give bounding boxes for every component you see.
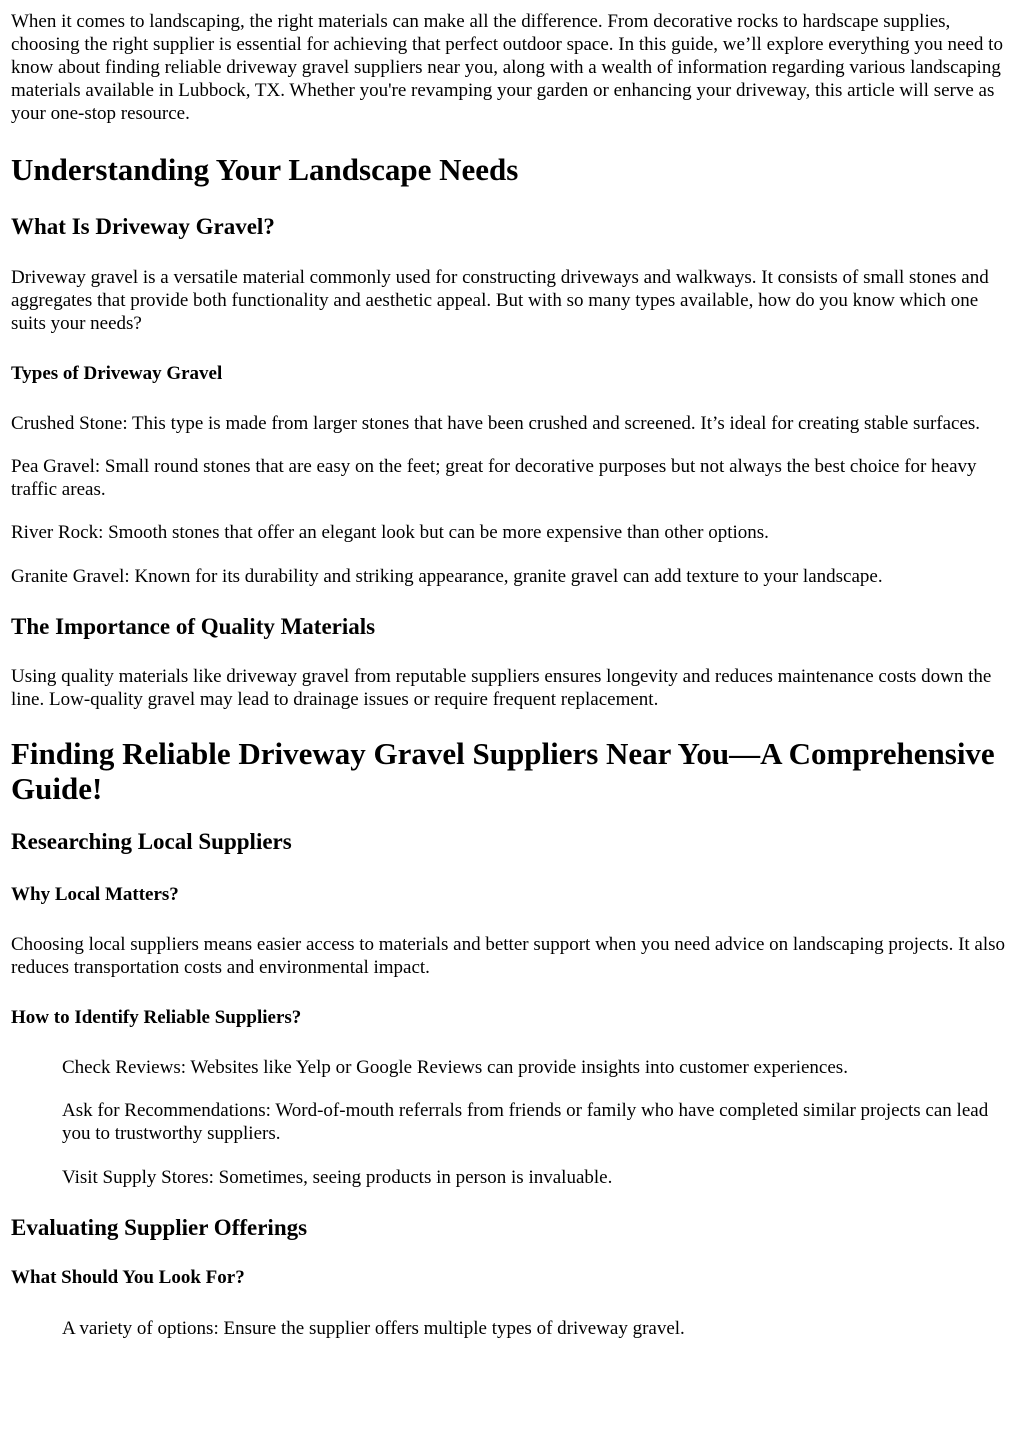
heading-what-is-driveway-gravel: What Is Driveway Gravel?	[11, 214, 275, 239]
gravel-type-river-rock: River Rock: Smooth stones that offer an elegant look but can be more expensive than other options.	[11, 522, 769, 543]
heading-researching-local-suppliers: Researching Local Suppliers	[11, 829, 292, 854]
identify-item-check-reviews: Check Reviews: Websites like Yelp or Google Reviews can provide insights into customer experiences.	[62, 1057, 848, 1078]
heading-what-to-look-for: What Should You Look For?	[11, 1267, 245, 1288]
heading-why-local-matters: Why Local Matters?	[11, 884, 179, 905]
heading-evaluating-supplier-offerings: Evaluating Supplier Offerings	[11, 1215, 308, 1240]
intro-paragraph: When it comes to landscaping, the right materials can make all the difference. From decorative rocks to hardscape supplies, choosing the right supplier is essential for achieving that perfect outdoor space. In this guide, we’ll explore everything you need to know about finding reliable driveway gravel suppliers near you, along with a wealth of information regarding various landscaping materials available in Lubbock, TX. Whether you're revamping your garden or enhancing your driveway, this article will serve as your one-stop resource.	[11, 11, 1003, 124]
heading-landscape-needs: Understanding Your Landscape Needs	[11, 152, 519, 187]
gravel-type-crushed-stone: Crushed Stone: This type is made from larger stones that have been crushed and screened. It’s ideal for creating stable surfaces.	[11, 413, 981, 434]
heading-finding-reliable-suppliers: Finding Reliable Driveway Gravel Suppliers Near You—A Comprehensive Guide!	[11, 736, 995, 806]
heading-importance-quality-materials: The Importance of Quality Materials	[11, 614, 376, 639]
why-local-paragraph: Choosing local suppliers means easier access to materials and better support when you need advice on landscaping projects. It also reduces transportation costs and environmental impact.	[11, 934, 1006, 978]
importance-paragraph: Using quality materials like driveway gravel from reputable suppliers ensures longevity and reduces maintenance costs down the line. Low-quality gravel may lead to drainage issues or require frequent replacement.	[11, 666, 992, 710]
look-for-item-variety: A variety of options: Ensure the supplier offers multiple types of driveway gravel.	[62, 1318, 685, 1339]
identify-item-visit-supply-stores: Visit Supply Stores: Sometimes, seeing products in person is invaluable.	[62, 1167, 613, 1188]
gravel-type-granite-gravel: Granite Gravel: Known for its durability and striking appearance, granite gravel can add texture to your landscape.	[11, 566, 883, 587]
gravel-type-pea-gravel: Pea Gravel: Small round stones that are easy on the feet; great for decorative purposes but not always the best choice for heavy traffic areas.	[11, 456, 977, 500]
what-is-driveway-gravel-paragraph: Driveway gravel is a versatile material commonly used for constructing driveways and walkways. It consists of small stones and aggregates that provide both functionality and aesthetic appeal. But with so many types available, how do you know which one suits your needs?	[11, 267, 989, 334]
heading-identify-reliable-suppliers: How to Identify Reliable Suppliers?	[11, 1007, 302, 1028]
heading-types-of-driveway-gravel: Types of Driveway Gravel	[11, 363, 223, 384]
identify-item-ask-recommendations: Ask for Recommendations: Word-of-mouth referrals from friends or family who have completed similar projects can lead you to trustworthy suppliers.	[62, 1100, 989, 1144]
